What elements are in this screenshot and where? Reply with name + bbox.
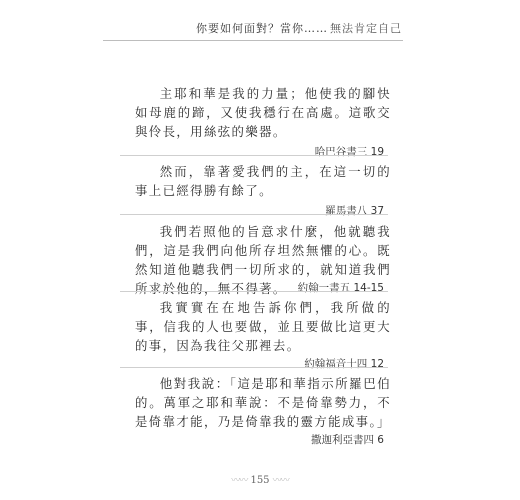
passage-divider xyxy=(120,155,388,156)
verse-text: 主耶和華是我的力量；他使我的腳快如母鹿的蹄，又使我穩行在高處。這歌交與伶長，用絲弦的樂器。 xyxy=(135,86,391,139)
verse-text: 他對我說：「這是耶和華指示所羅巴伯的。萬軍之耶和華說：不是倚靠勢力，不是倚靠才能，乃是倚靠我的靈方能成事。」 xyxy=(135,376,391,429)
header-rule xyxy=(103,40,403,41)
verse-reference: 撒迦利亞書四 6 xyxy=(310,434,384,446)
page-footer xyxy=(0,473,520,486)
passage-divider xyxy=(120,367,388,368)
verse-reference: 哈巴谷書三 19 xyxy=(314,146,384,158)
running-header xyxy=(196,20,402,36)
passage-divider xyxy=(120,291,388,292)
verse-text: 我們若照他的旨意求什麼，他就聽我們，這是我們向他所存坦然無懼的心。既然知道他聽我們一切所求的，就知道我們所求於他的，無不得著。 xyxy=(135,224,391,296)
verse-reference: 約翰一書五 14-15 xyxy=(297,282,384,294)
verse-reference: 約翰福音十四 12 xyxy=(304,358,384,370)
verse-reference: 羅馬書八 37 xyxy=(325,205,384,217)
verse-text: 然而，靠著愛我們的主，在這一切的事上已經得勝有餘了。 xyxy=(135,164,391,198)
verse-text: 我實實在在地告訴你們，我所做的事，信我的人也要做，並且要做比這更大的事，因為我往父那裡去。 xyxy=(135,300,391,353)
header-title: 你要如何面對？當你…… xyxy=(196,22,328,35)
page-number: 155 xyxy=(250,475,270,486)
passage-divider xyxy=(120,214,388,215)
footer-ornament-right: 〰〰 xyxy=(272,476,289,486)
header-subtitle: 無法肯定自己 xyxy=(330,22,402,35)
footer-ornament-left: 〰〰 xyxy=(231,476,248,486)
